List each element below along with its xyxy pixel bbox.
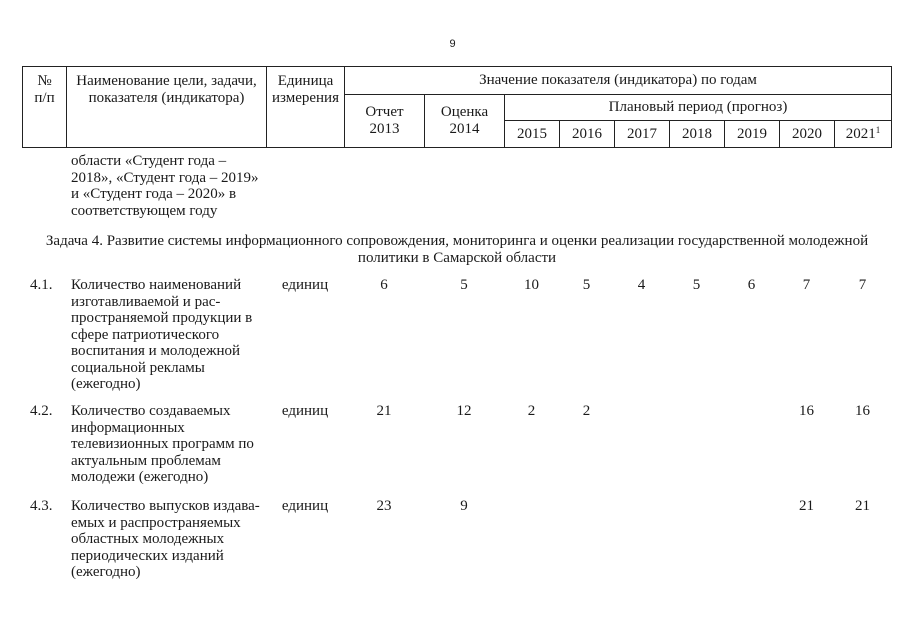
row-year-value: 21 xyxy=(855,498,870,514)
row-year-value: 5 xyxy=(692,277,701,293)
row-year-value: 5 xyxy=(582,277,591,293)
row-estimate-value: 12 xyxy=(456,403,472,419)
header-values-title: Значение показателя (индикатора) по годам xyxy=(345,67,892,95)
row-name: Количество выпусков издава- емых и распространяемых областных молодежных периодических изданий (ежегодно) xyxy=(71,498,260,580)
header-year-label: 2021 xyxy=(845,125,876,142)
page-number: 9 xyxy=(449,38,456,50)
row-estimate-value: 5 xyxy=(460,277,468,293)
row-year-value: 10 xyxy=(524,277,539,293)
header-year-last xyxy=(835,121,892,148)
row-year-value: 2 xyxy=(582,403,591,419)
row-number: 4.3. xyxy=(30,498,53,514)
header-report: Отчет 2013 xyxy=(345,95,425,148)
row-unit: единиц xyxy=(281,403,329,419)
continued-text: области «Студент года – 2018», «Студент года – 2019» и «Студент года – 2020» в соответствующем году xyxy=(71,153,259,219)
footnote-mark: 1 xyxy=(875,124,881,135)
row-report-value: 21 xyxy=(376,403,392,419)
task-title: Задача 4. Развитие системы информационного сопровождения, мониторинга и оценки реализации государственной молодежной политики в Самарской области xyxy=(45,233,869,266)
header-estimate: Оценка 2014 xyxy=(425,95,505,148)
header-name: Наименование цели, задачи, показателя (индикатора) xyxy=(67,67,267,148)
row-year-value: 21 xyxy=(799,498,814,514)
row-year-value: 7 xyxy=(802,277,811,293)
header-year: 2016 xyxy=(560,121,615,148)
row-year-value: 6 xyxy=(747,277,756,293)
row-year-value: 16 xyxy=(799,403,814,419)
row-unit: единиц xyxy=(281,277,329,293)
header-year: 2018 xyxy=(670,121,725,148)
header-unit: Единица измерения xyxy=(267,67,345,148)
row-report-value: 23 xyxy=(376,498,392,514)
header-plan-title: Плановый период (прогноз) xyxy=(505,95,892,121)
row-name: Количество создаваемых информационных телевизионных программ по актуальным проблемам молодежи (ежегодно) xyxy=(71,403,254,485)
row-report-value: 6 xyxy=(380,277,388,293)
row-number: 4.2. xyxy=(30,403,53,419)
header-table xyxy=(22,66,892,148)
header-year: 2019 xyxy=(725,121,780,148)
row-estimate-value: 9 xyxy=(460,498,468,514)
row-year-value: 7 xyxy=(858,277,867,293)
header-year: 2015 xyxy=(505,121,560,148)
header-num: № п/п xyxy=(23,67,67,148)
row-unit: единиц xyxy=(281,498,329,514)
row-name: Количество наименований изготавливаемой и рас- пространяемой продукции в сфере патриотического воспитания и молодежной социальной рекламы (ежегодно) xyxy=(71,277,253,392)
row-year-value: 16 xyxy=(855,403,870,419)
header-year: 2020 xyxy=(780,121,835,148)
row-year-value: 2 xyxy=(527,403,536,419)
row-number: 4.1. xyxy=(30,277,53,293)
header-year: 2017 xyxy=(615,121,670,148)
row-year-value: 4 xyxy=(637,277,646,293)
